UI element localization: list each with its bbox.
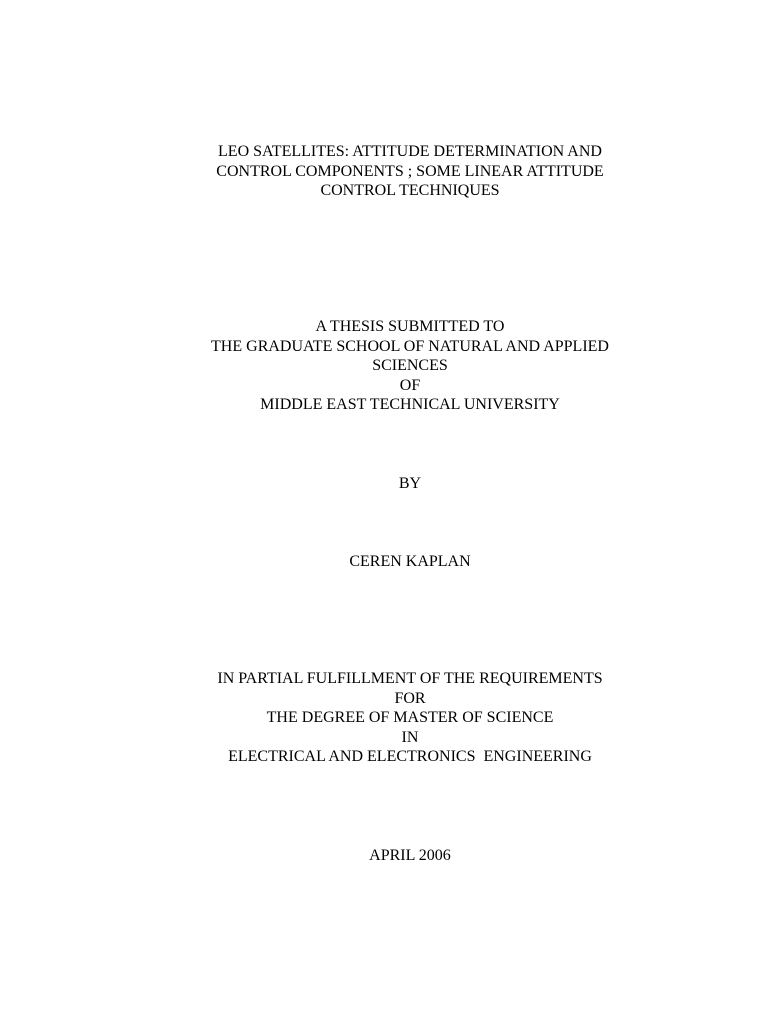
thesis-title-line: CONTROL TECHNIQUES: [320, 182, 500, 199]
thesis-title-line: LEO SATELLITES: ATTITUDE DETERMINATION AND: [218, 143, 602, 160]
degree-statement-line: IN PARTIAL FULFILLMENT OF THE REQUIREMENTS: [217, 670, 603, 687]
author-name-text: CEREN KAPLAN: [349, 553, 471, 570]
degree-statement-line: ELECTRICAL AND ELECTRONICS ENGINEERING: [228, 748, 592, 765]
degree-statement-line: THE DEGREE OF MASTER OF SCIENCE: [266, 709, 554, 726]
author-name: [180, 552, 640, 572]
degree-statement-line: FOR: [394, 689, 426, 707]
submission-line: SCIENCES: [372, 357, 448, 374]
by-label: [180, 474, 640, 494]
by-label-text: BY: [398, 475, 422, 492]
degree-statement-line: IN: [401, 728, 419, 746]
submission-line: OF: [399, 376, 421, 394]
thesis-title-line: CONTROL COMPONENTS ; SOME LINEAR ATTITUDE: [216, 162, 604, 180]
submission-date-text: APRIL 2006: [369, 847, 451, 864]
submission-line: THE GRADUATE SCHOOL OF NATURAL AND APPLIED: [211, 337, 609, 355]
submission-line: MIDDLE EAST TECHNICAL UNIVERSITY: [260, 396, 560, 413]
submission-date: [180, 846, 640, 866]
degree-statement: [180, 669, 640, 767]
thesis-title: [180, 142, 640, 201]
submission-line: A THESIS SUBMITTED TO: [315, 318, 505, 335]
submission-statement: [180, 317, 640, 415]
